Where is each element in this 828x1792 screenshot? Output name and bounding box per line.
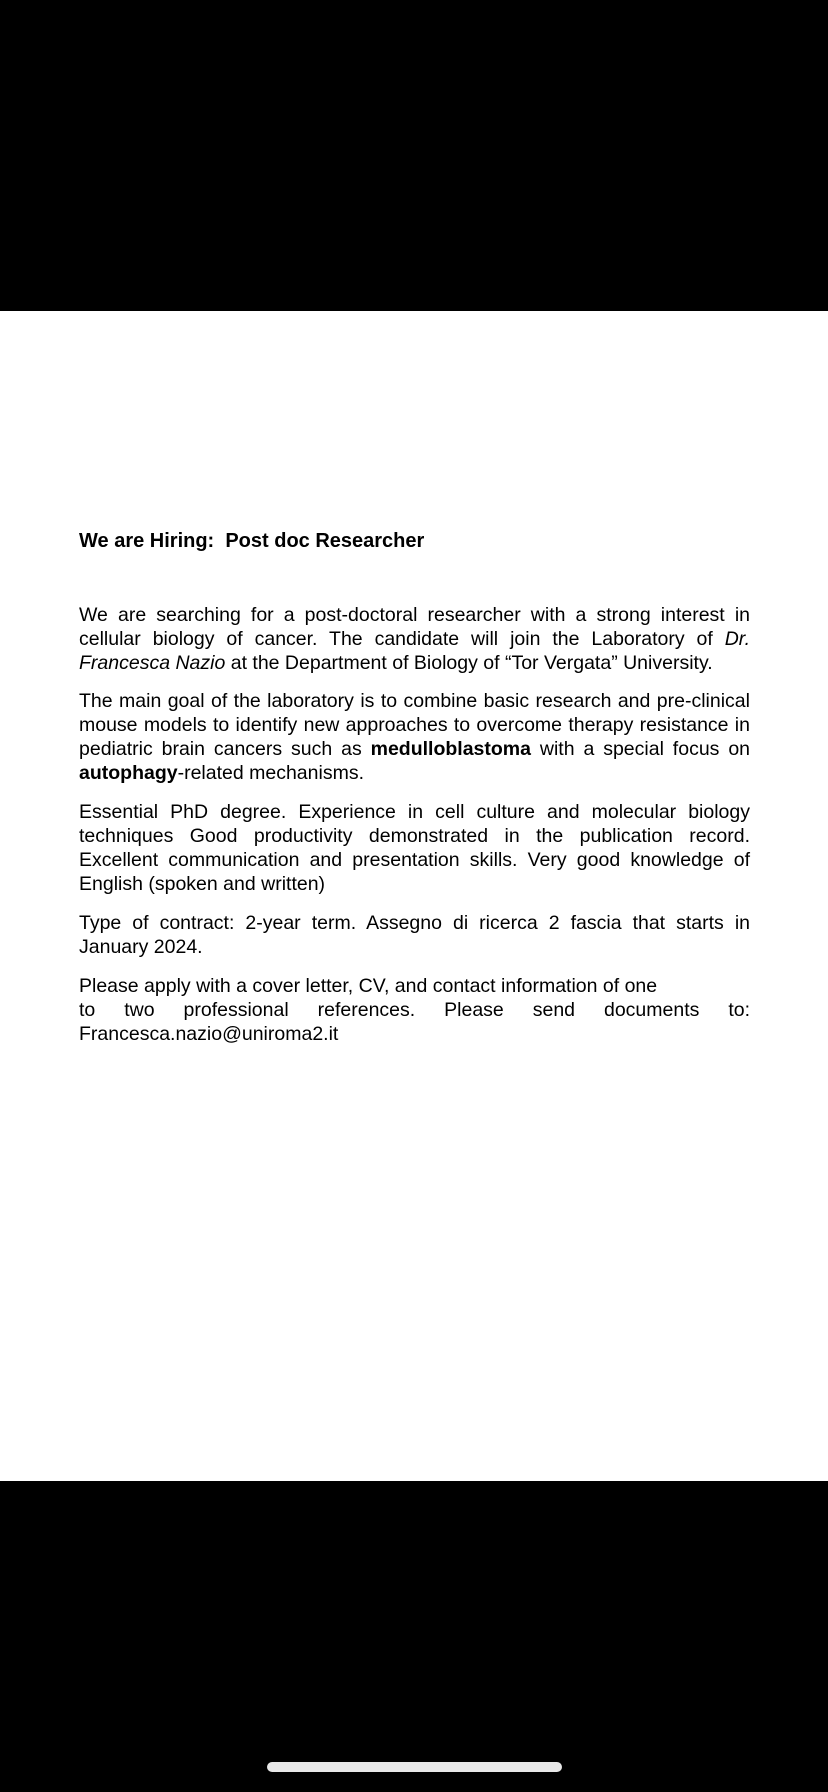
document-content <box>79 529 750 1046</box>
paragraph-position-description: We are searching for a post-doctoral researcher with a strong interest in cellular biology of cancer. The candidate will join the Laboratory of Dr. Francesca Nazio at the Department of Biology of “Tor Vergata” University. <box>79 604 750 674</box>
home-indicator[interactable] <box>267 1762 562 1772</box>
document-title: We are Hiring: Post doc Researcher <box>79 530 425 552</box>
paragraph-contract: Type of contract: 2-year term. Assegno di ricerca 2 fascia that starts in January 2024. <box>79 912 750 958</box>
paragraph-lab-goal: The main goal of the laboratory is to combine basic research and pre-clinical mouse models to identify new approaches to overcome therapy resistance in pediatric brain cancers such as medulloblastoma with a special focus on autophagy-related mechanisms. <box>79 690 751 784</box>
paragraph-requirements: Essential PhD degree. Experience in cell culture and molecular biology techniques Good productivity demonstrated in the publication record. Excellent communication and presentation skills. Very good knowledge of English (spoken and written) <box>79 801 750 895</box>
apply-line-1: Please apply with a cover letter, CV, and contact information of one <box>79 975 658 997</box>
contact-email[interactable]: Francesca.nazio@uniroma2.it <box>79 1023 339 1045</box>
keyword-medulloblastoma: medulloblastoma <box>370 738 531 760</box>
keyword-autophagy: autophagy <box>79 762 178 784</box>
lab-head-name: Dr. Francesca Nazio <box>79 628 750 674</box>
paragraph-apply <box>79 974 750 1046</box>
bottom-black-bar <box>0 1481 828 1792</box>
document-page <box>0 311 828 1481</box>
top-black-bar <box>0 0 828 311</box>
apply-line-2: to two professional references. Please send documents to: <box>79 999 750 1021</box>
